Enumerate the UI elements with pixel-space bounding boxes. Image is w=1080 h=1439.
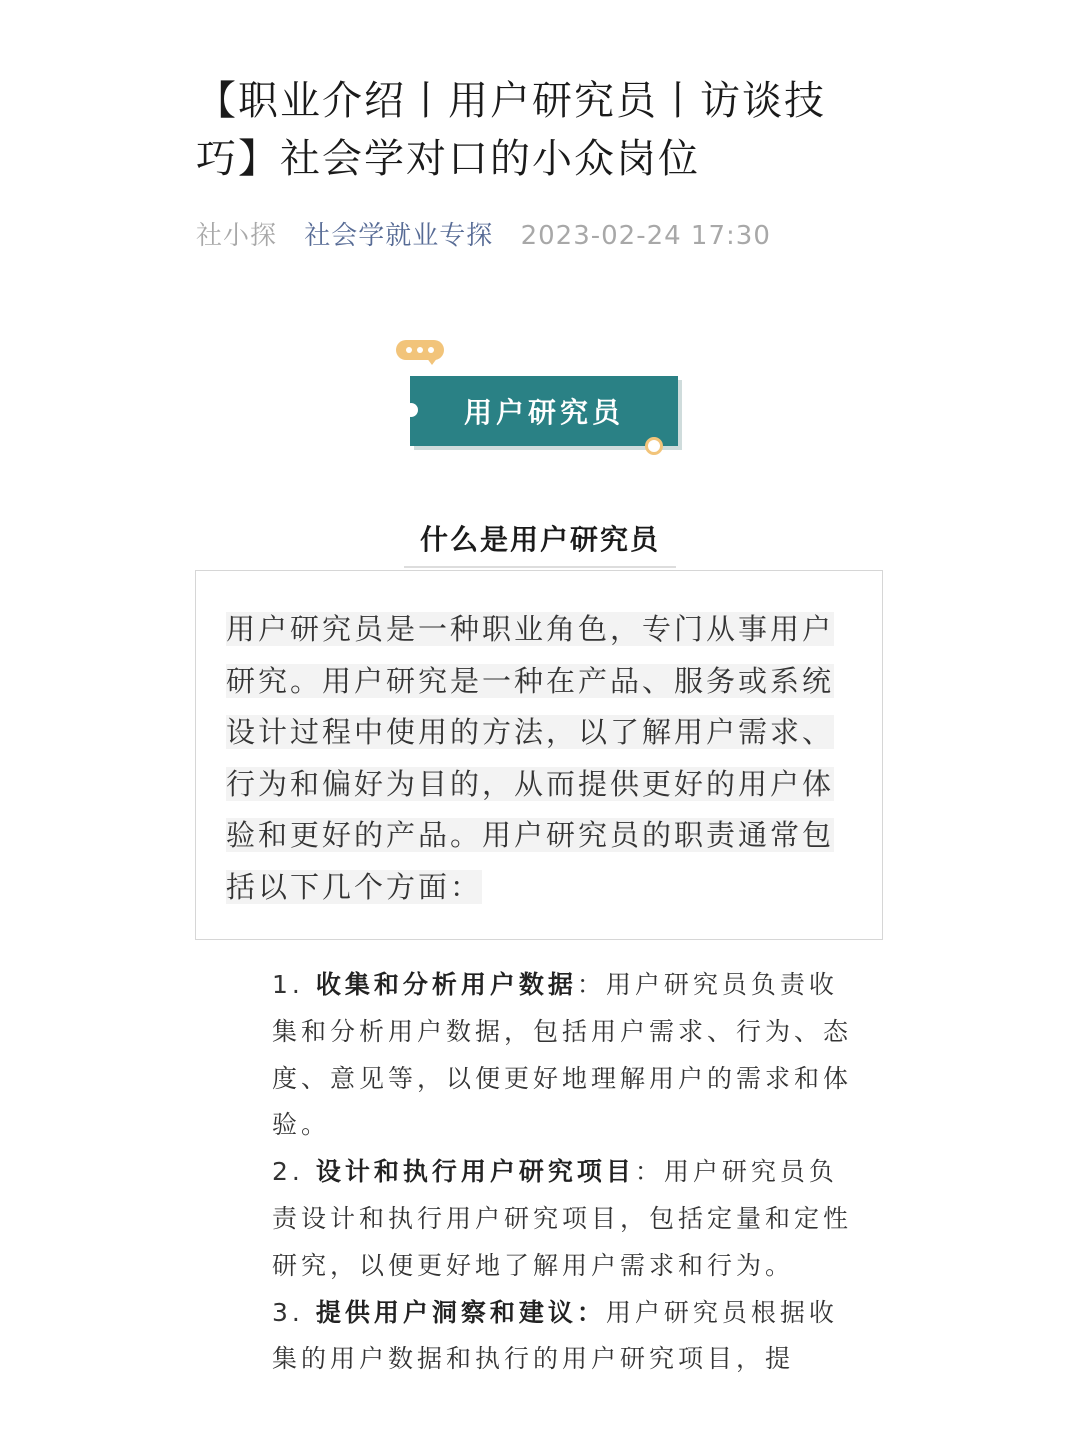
item-separator: ： [634, 1157, 664, 1187]
banner-label: 用户研究员 [463, 396, 624, 429]
item-title: 收集和分析用户数据 [315, 970, 577, 999]
section-heading: 什么是用户研究员 [404, 518, 676, 568]
item-number: 3. [272, 1297, 304, 1327]
intro-text: 用户研究员是一种职业角色，专门从事用户研究。用户研究是一种在产品、服务或系统设计过程中使用的方法，以了解用户需求、行为和偏好为目的，从而提供更好的用户体验和更好的产品。用户研究员的职责通常包括以下几个方面： [226, 612, 835, 904]
item-text: 用户研究员负责设计和执行用户研究项目，包括定量和定性研究，以便更好地了解用户需求和行为。 [272, 1157, 853, 1280]
intro-paragraph [226, 604, 858, 913]
item-text: 用户研究员根据收集的用户数据和执行的用户研究项目，提 [272, 1297, 838, 1374]
article-meta [196, 214, 789, 258]
list-item [272, 1290, 862, 1384]
list-item [272, 962, 862, 1149]
item-separator: ： [576, 970, 606, 999]
item-title: 提供用户洞察和建议： [315, 1297, 606, 1327]
item-number: 1. [272, 970, 304, 999]
item-number: 2. [272, 1157, 304, 1187]
section-banner [410, 376, 678, 446]
author-name: 社小探 [196, 221, 278, 251]
item-title: 设计和执行用户研究项目 [315, 1157, 635, 1187]
list-item [272, 1149, 862, 1289]
publish-date: 2023-02-24 17:30 [520, 221, 771, 251]
account-link[interactable]: 社会学就业专探 [304, 221, 494, 251]
duties-list [272, 962, 862, 1383]
item-text: 用户研究员负责收集和分析用户数据，包括用户需求、行为、态度、意见等，以便更好地理解用户的需求和体验。 [272, 970, 853, 1140]
article-title: 【职业介绍丨用户研究员丨访谈技巧】社会学对口的小众岗位 [196, 78, 826, 182]
banner-notch [404, 403, 418, 417]
ring-decoration-icon [645, 437, 663, 455]
speech-bubble-icon [396, 340, 444, 360]
